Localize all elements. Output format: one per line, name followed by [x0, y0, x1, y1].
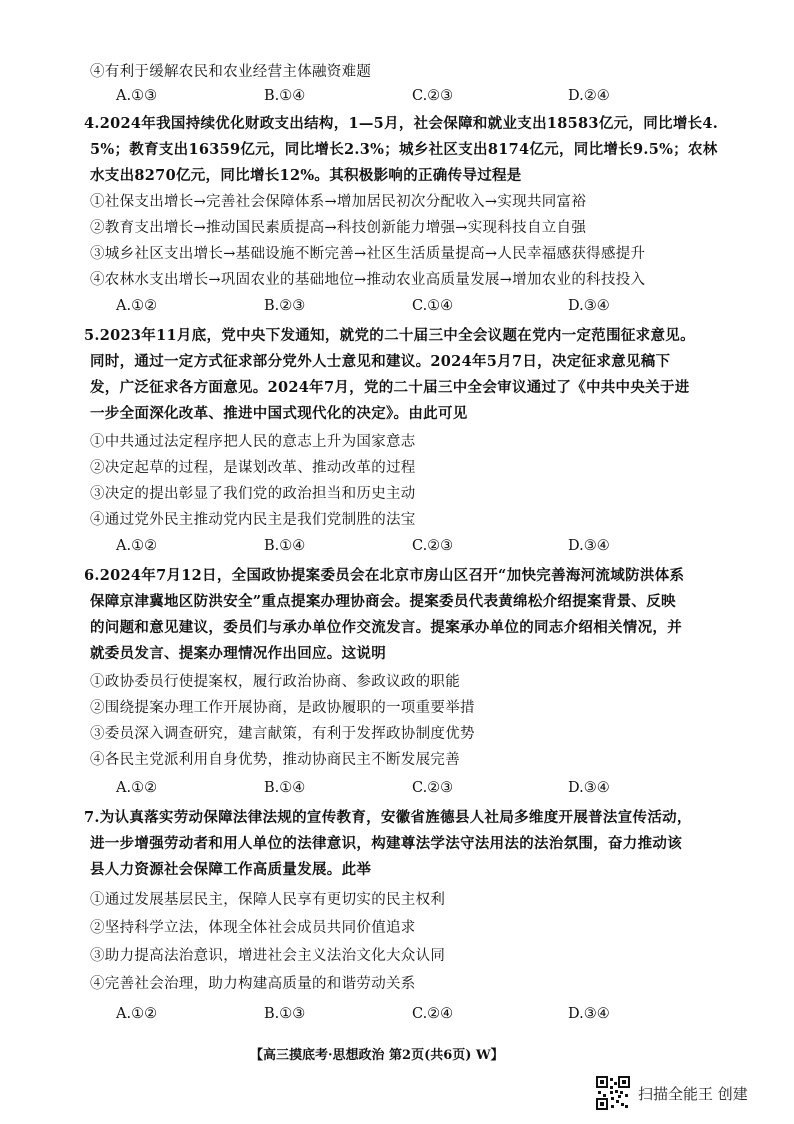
q7-option-2: ②坚持科学立法，体现全体社会成员共同价值追求	[90, 920, 416, 936]
q3-choice-c: C.②③	[412, 88, 454, 104]
q4-choices	[116, 298, 736, 318]
q6-stem-line-4: 就委员发言、提案办理情况作出回应。这说明	[90, 645, 386, 662]
q5-option-4: ④通过党外民主推动党内民主是我们党制胜的法宝	[90, 512, 416, 528]
qr-code-icon	[596, 1076, 630, 1110]
q5-option-1: ①中共通过法定程序把人民的意志上升为国家意志	[90, 434, 416, 450]
q7-choice-a: A.①②	[116, 1006, 158, 1022]
q4-choice-d: D.③④	[568, 298, 610, 314]
q5-choices	[116, 538, 736, 558]
q6-choices	[116, 780, 736, 800]
q5-option-2: ②决定起草的过程，是谋划改革、推动改革的过程	[90, 460, 416, 476]
q4-option-4: ④农林水支出增长→巩固农业的基础地位→推动农业高质量发展→增加农业的科技投入	[90, 272, 646, 288]
q7-option-3: ③助力提高法治意识，增进社会主义法治文化大众认同	[90, 948, 446, 964]
q6-stem-line-3: 的问题和意见建议，委员们与承办单位作交流发言。提案承办单位的同志介绍相关情况，并	[90, 619, 682, 636]
q6-option-2: ②围绕提案办理工作开展协商，是政协履职的一项重要举措	[90, 700, 475, 716]
q5-stem-line-2: 同时，通过一定方式征求部分党外人士意见和建议。2024年5月7日，决定征求意见稿下	[90, 353, 671, 370]
q7-stem-line-3: 县人力资源社会保障工作高质量发展。此举	[90, 861, 372, 878]
q3-choices	[116, 88, 736, 108]
q4-option-1: ①社保支出增长→完善社会保障体系→增加居民初次分配收入→实现共同富裕	[90, 194, 587, 210]
q7-choice-c: C.②④	[412, 1006, 454, 1022]
q4-option-3: ③城乡社区支出增长→基础设施不断完善→社区生活质量提高→人民幸福感获得感提升	[90, 246, 646, 262]
q3-option-4: ④有利于缓解农民和农业经营主体融资难题	[90, 64, 372, 80]
q5-choice-d: D.③④	[568, 538, 610, 554]
q3-choice-b: B.①④	[264, 88, 306, 104]
q5-option-3: ③决定的提出彰显了我们党的政治担当和历史主动	[90, 486, 416, 502]
q4-choice-b: B.②③	[264, 298, 306, 314]
q7-choice-d: D.③④	[568, 1006, 610, 1022]
q6-option-1: ①政协委员行使提案权，履行政治协商、参政议政的职能	[90, 674, 460, 690]
q6-option-3: ③委员深入调查研究，建言献策，有利于发挥政协制度优势	[90, 726, 475, 742]
q7-stem-line-2: 进一步增强劳动者和用人单位的法律意识，构建尊法学法守法用法的法治氛围，奋力推动该	[90, 835, 682, 852]
q3-choice-a: A.①③	[116, 88, 158, 104]
q7-choices	[116, 1006, 736, 1026]
q4-choice-a: A.①②	[116, 298, 158, 314]
q6-choice-d: D.③④	[568, 780, 610, 796]
page-footer: 【高三摸底考·思想政治 第2页(共6页) W】	[250, 1048, 504, 1063]
scanner-label: 扫描全能王 创建	[638, 1084, 748, 1103]
q4-stem-line-2: 5%；教育支出16359亿元，同比增长2.3%；城乡社区支出8174亿元，同比增长9.5%；农林	[90, 141, 718, 158]
q7-choice-b: B.①③	[264, 1006, 306, 1022]
q6-stem-line-2: 保障京津冀地区防洪安全”重点提案办理协商会。提案委员代表黄绵松介绍提案背景、反映	[90, 593, 676, 610]
q5-stem-line-4: 一步全面深化改革、推进中国式现代化的决定》。由此可见	[90, 405, 468, 422]
scanner-watermark	[596, 1076, 748, 1110]
q4-option-2: ②教育支出增长→推动国民素质提高→科技创新能力增强→实现科技自立自强	[90, 220, 587, 236]
q5-stem-line-1: 5.2023年11月底，党中央下发通知，就党的二十届三中全会议题在党内一定范围征求意见。	[84, 327, 695, 344]
q5-stem-line-3: 发，广泛征求各方面意见。2024年7月，党的二十届三中全会审议通过了《中共中央关于进	[90, 379, 690, 396]
q4-choice-c: C.①④	[412, 298, 454, 314]
q5-choice-c: C.②③	[412, 538, 454, 554]
q6-choice-c: C.②③	[412, 780, 454, 796]
q3-choice-d: D.②④	[568, 88, 610, 104]
q5-choice-a: A.①②	[116, 538, 158, 554]
q4-stem-line-3: 水支出8270亿元，同比增长12%。其积极影响的正确传导过程是	[90, 167, 522, 184]
q7-option-1: ①通过发展基层民主，保障人民享有更切实的民主权利	[90, 892, 446, 908]
q6-option-4: ④各民主党派利用自身优势，推动协商民主不断发展完善	[90, 752, 460, 768]
q6-choice-b: B.①④	[264, 780, 306, 796]
q7-option-4: ④完善社会治理，助力构建高质量的和谐劳动关系	[90, 976, 416, 992]
q6-stem-line-1: 6.2024年7月12日，全国政协提案委员会在北京市房山区召开“加快完善海河流域防洪体系	[84, 567, 685, 584]
q6-choice-a: A.①②	[116, 780, 158, 796]
q5-choice-b: B.①④	[264, 538, 306, 554]
q4-stem-line-1: 4.2024年我国持续优化财政支出结构，1—5月，社会保障和就业支出18583亿元，同比增长4.	[84, 115, 719, 132]
q7-stem-line-1: 7.为认真落实劳动保障法律法规的宣传教育，安徽省旌德县人社局多维度开展普法宣传活动，	[84, 809, 692, 826]
